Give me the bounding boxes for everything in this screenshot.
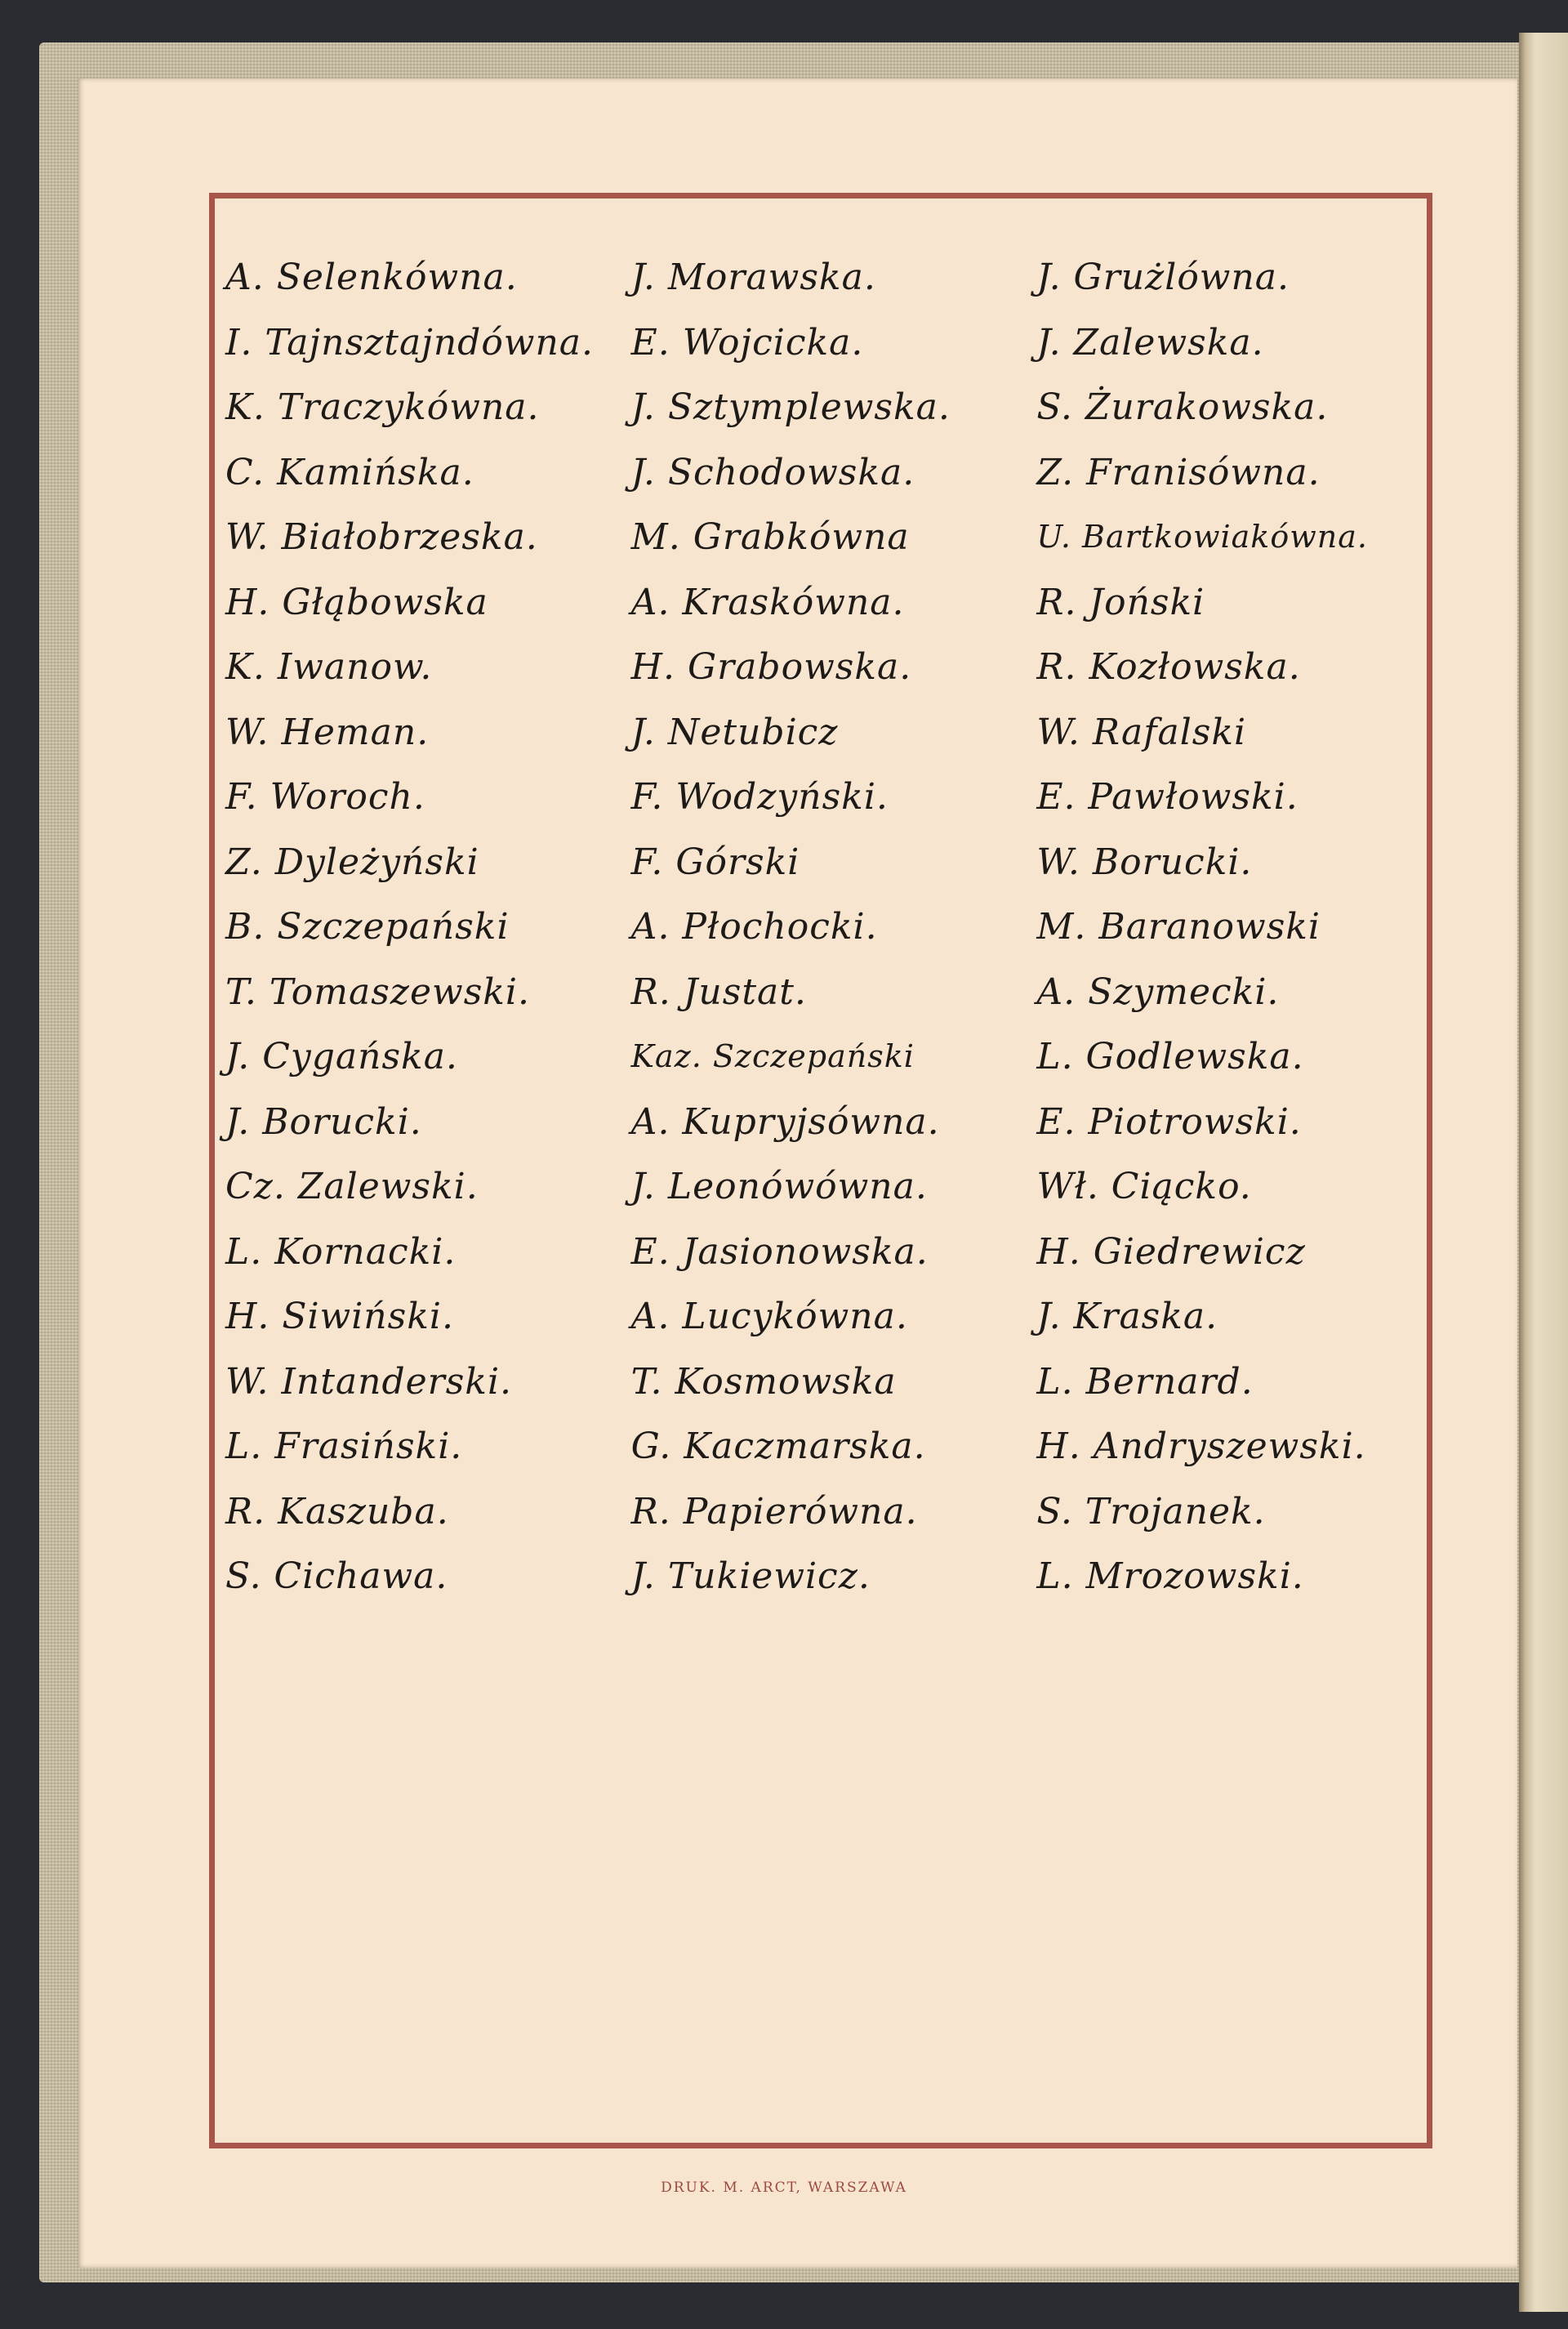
- signature: J. Cygańska.: [225, 1036, 458, 1077]
- signature: C. Kamińska.: [225, 451, 474, 493]
- signature: J. Sztymplewska.: [630, 386, 951, 428]
- signature: B. Szczepański: [225, 906, 510, 948]
- signature: W. Borucki.: [1036, 841, 1253, 883]
- signature: M. Baranowski: [1036, 906, 1321, 948]
- signature: R. Joński: [1036, 581, 1205, 623]
- signature: E. Wojcicka.: [630, 321, 864, 364]
- signature: S. Żurakowska.: [1036, 386, 1329, 428]
- signature: S. Trojanek.: [1036, 1490, 1266, 1533]
- signature: F. Woroch.: [225, 776, 425, 818]
- signature: H. Grabowska.: [630, 646, 912, 688]
- signature-columns: [225, 245, 1410, 1634]
- signature: R. Kaszuba.: [225, 1490, 449, 1533]
- signature: H. Andryszewski.: [1036, 1426, 1366, 1467]
- signature: J. Tukiewicz.: [630, 1555, 871, 1597]
- signature: A. Szymecki.: [1036, 970, 1280, 1013]
- signature: L. Frasiński.: [225, 1426, 463, 1467]
- signature: W. Intanderski.: [225, 1360, 513, 1403]
- signature: K. Traczykówna.: [225, 386, 540, 428]
- signature: L. Kornacki.: [225, 1230, 457, 1273]
- signature: M. Grabkówna: [630, 516, 910, 558]
- printer-imprint: DRUK. M. ARCT, WARSZAWA: [661, 2180, 907, 2196]
- signature: J. Netubicz: [630, 711, 839, 753]
- signature: L. Godlewska.: [1036, 1036, 1304, 1077]
- signature: H. Głąbowska: [225, 581, 488, 623]
- signature: W. Rafalski: [1036, 711, 1247, 753]
- signature: Z. Dyleżyński: [225, 841, 479, 883]
- signature: F. Wodzyński.: [630, 776, 889, 818]
- signature: A. Kraskówna.: [630, 581, 905, 623]
- signature: H. Giedrewicz: [1036, 1230, 1306, 1273]
- signature: E. Pawłowski.: [1036, 776, 1298, 818]
- signature: S. Cichawa.: [225, 1555, 448, 1597]
- signature: H. Siwiński.: [225, 1296, 454, 1337]
- signature-column-2: [599, 245, 1004, 1634]
- signature: E. Piotrowski.: [1036, 1100, 1302, 1143]
- signature: J. Grużlówna.: [1036, 257, 1290, 298]
- adjacent-page-edge: [1519, 33, 1568, 2312]
- signature: A. Płochocki.: [630, 906, 878, 948]
- signature: A. Selenkówna.: [225, 257, 518, 298]
- signature-column-1: [225, 245, 599, 1634]
- signature: W. Heman.: [225, 711, 430, 753]
- signature: K. Iwanow.: [225, 646, 433, 688]
- signature: U. Bartkowiakówna.: [1036, 519, 1368, 555]
- signature: Z. Franisówna.: [1036, 451, 1321, 493]
- signature: W. Białobrzeska.: [225, 516, 538, 558]
- signature: R. Kozłowska.: [1036, 646, 1301, 688]
- signature: I. Tajnsztajndówna.: [225, 321, 595, 364]
- signature: J. Zalewska.: [1036, 321, 1264, 364]
- signature: J. Kraska.: [1036, 1296, 1218, 1337]
- signature: T. Kosmowska: [630, 1360, 897, 1403]
- signature-column-3: [1004, 245, 1410, 1634]
- signature: A. Kupryjsówna.: [630, 1100, 940, 1143]
- signature: Cz. Zalewski.: [225, 1166, 479, 1207]
- signature: Wł. Ciącko.: [1036, 1166, 1252, 1207]
- signature: R. Justat.: [630, 970, 807, 1013]
- signature: J. Morawska.: [630, 257, 876, 298]
- signature: T. Tomaszewski.: [225, 970, 530, 1013]
- signature: F. Górski: [630, 841, 800, 883]
- signature: E. Jasionowska.: [630, 1230, 929, 1273]
- signature: L. Bernard.: [1036, 1360, 1254, 1403]
- signature: A. Lucykówna.: [630, 1296, 908, 1337]
- signature: J. Leonówówna.: [630, 1166, 928, 1207]
- signature: R. Papierówna.: [630, 1490, 918, 1533]
- signature: J. Borucki.: [225, 1100, 422, 1143]
- signature: Kaz. Szczepański: [630, 1038, 915, 1074]
- signature: G. Kaczmarska.: [630, 1426, 926, 1467]
- signature: L. Mrozowski.: [1036, 1555, 1304, 1597]
- signature: J. Schodowska.: [630, 451, 915, 493]
